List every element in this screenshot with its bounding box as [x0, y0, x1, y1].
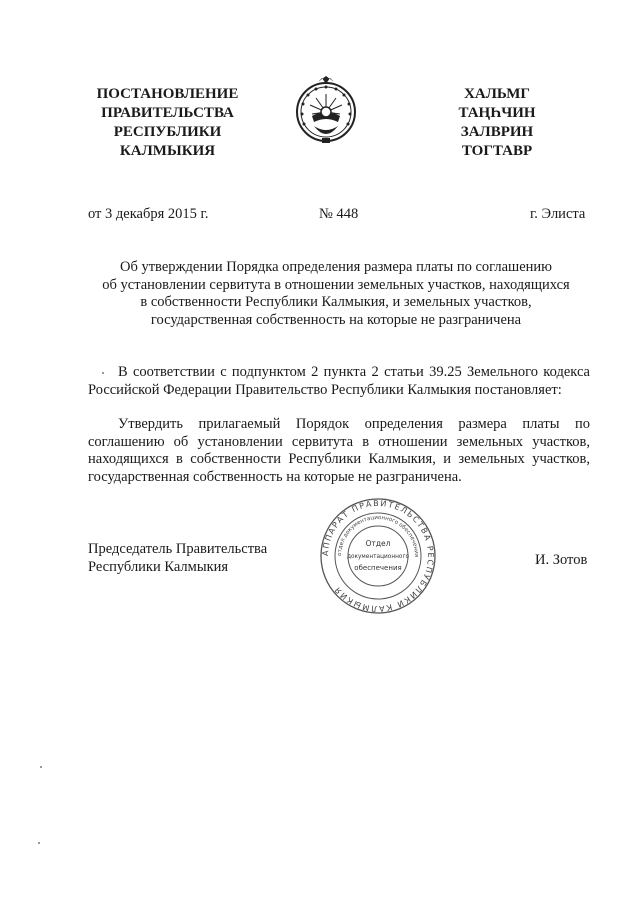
signatory-position-line: Председатель Правительства: [88, 541, 268, 557]
header-line: ЗАЛВРИН: [460, 124, 534, 140]
title-line: государственная собственность на которые не разграничена: [150, 311, 522, 328]
header-line: ТАҢҺЧИН: [458, 105, 536, 121]
document-city: г. Элиста: [530, 206, 586, 222]
header-line: ПОСТАНОВЛЕНИЕ: [96, 86, 239, 102]
header-line: ПРАВИТЕЛЬСТВА: [101, 105, 234, 121]
document-header-ru: [80, 85, 255, 161]
kalmykia-coat-of-arms-icon: [294, 72, 358, 152]
body-paragraph-resolution: Утвердить прилагаемый Порядок определения размера платы по соглашению об установлении сервитута в отношении земельных участков, находящихся в собственности Республики Калмыкия, и земельных участков, государственная собственность на которые не разграничена.: [88, 416, 590, 485]
document-number: № 448: [319, 206, 359, 222]
signatory-name: И. Зотов: [535, 552, 588, 568]
title-line: в собственности Республики Калмыкия, и земельных участков,: [140, 294, 532, 310]
header-line: КАЛМЫКИЯ: [119, 143, 216, 159]
svg-text:отдел документационного обеспе: отдел документационного обеспечения: [336, 514, 420, 558]
scan-artifact: [40, 766, 42, 768]
document-title: [80, 259, 592, 329]
svg-text:документационного: документационного: [346, 554, 410, 560]
scan-artifact: [38, 842, 40, 844]
header-line: РЕСПУБЛИКИ: [113, 124, 222, 140]
title-line: об установлении сервитута в отношении земельных участков, находящихся: [102, 276, 570, 293]
scan-artifact: [102, 372, 104, 374]
body-paragraph-preamble: В соответствии с подпунктом 2 пункта 2 статьи 39.25 Земельного кодекса Российской Федерации Правительство Республики Калмыкия постановляет:: [88, 364, 590, 398]
document-date: от 3 декабря 2015 г.: [88, 206, 209, 222]
signatory-position-line: Республики Калмыкия: [88, 558, 229, 575]
signatory-position: [88, 541, 267, 576]
document-header-xal: [432, 85, 562, 161]
svg-text:Отдел: Отдел: [365, 539, 391, 548]
svg-text:обеспечения: обеспечения: [354, 564, 402, 572]
title-line: Об утверждении Порядка определения размера платы по соглашению: [120, 259, 552, 275]
header-line: ТОГТАВР: [461, 143, 533, 159]
header-line: ХАЛЬМГ: [464, 86, 530, 102]
official-stamp: [318, 497, 438, 615]
svg-text:АППАРАТ ПРАВИТЕЛЬСТВА РЕСПУБЛИ: АППАРАТ ПРАВИТЕЛЬСТВА РЕСПУБЛИКИ КАЛМЫКИЯ: [320, 498, 436, 614]
